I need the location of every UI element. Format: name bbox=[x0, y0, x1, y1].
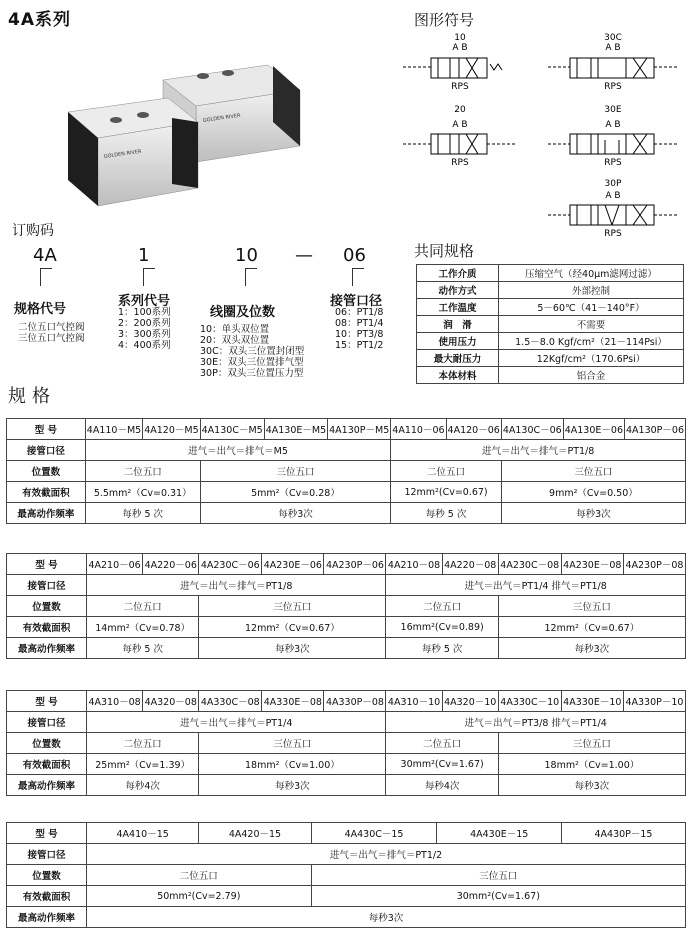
table-cell: 最高动作频率 bbox=[7, 907, 87, 928]
table-cell: 二位五口 bbox=[391, 461, 502, 482]
table-cell: 每秒3次 bbox=[199, 638, 386, 659]
symbol-ports: A B bbox=[605, 191, 621, 201]
group-list-coil: 10：单头双位置 20：双头双位置 30C：双头三位置封闭型 30E：双头三位置排气型 30P：双头三位置压力型 bbox=[200, 324, 305, 379]
table-cell: 进气＝出气＝排气＝PT1/4 bbox=[87, 712, 386, 733]
spec-table-300 bbox=[6, 690, 686, 796]
table-cell: 4A230E－06 bbox=[262, 554, 324, 575]
table-cell: 有效截面积 bbox=[7, 617, 87, 638]
symbol-code: 30E bbox=[604, 105, 622, 115]
table-cell: 50mm²(Cv=2.79) bbox=[87, 886, 312, 907]
table-cell: 12mm²（Cv=0.67） bbox=[498, 617, 685, 638]
table-cell: 进气＝出气＝PT1/4 排气＝PT1/8 bbox=[386, 575, 686, 596]
table-cell: 接管口径 bbox=[7, 844, 87, 865]
table-cell: 润 滑 bbox=[417, 316, 499, 333]
table-cell: 工作介质 bbox=[417, 265, 499, 282]
valve-symbols bbox=[398, 30, 688, 245]
table-cell: 最高动作频率 bbox=[7, 503, 86, 524]
table-cell: 18mm²（Cv=1.00） bbox=[199, 754, 386, 775]
table-cell: 每秒 5 次 bbox=[87, 638, 199, 659]
table-row bbox=[7, 733, 686, 754]
table-cell: 4A220－06 bbox=[143, 554, 199, 575]
table-cell: 4A120－06 bbox=[446, 419, 501, 440]
table-cell: 4A320－10 bbox=[442, 691, 498, 712]
table-row bbox=[7, 775, 686, 796]
symbol-rps: RPS bbox=[604, 158, 622, 168]
table-row bbox=[7, 596, 686, 617]
table-row bbox=[417, 265, 684, 282]
symbol-code: 30C bbox=[604, 33, 622, 43]
table-cell: 4A230C－08 bbox=[498, 554, 561, 575]
group-title-spec: 规格代号 bbox=[14, 302, 67, 317]
group-list-port: 06：PT1/8 08：PT1/4 10：PT3/8 15：PT1/2 bbox=[335, 307, 384, 351]
group-title-series: 系列代号 bbox=[118, 294, 171, 309]
table-cell: 动作方式 bbox=[417, 282, 499, 299]
symbol-ports: A B bbox=[605, 43, 621, 53]
table-cell: 二位五口 bbox=[386, 596, 498, 617]
table-cell: 16mm²(Cv=0.89) bbox=[386, 617, 498, 638]
symbol-rps: RPS bbox=[451, 82, 469, 92]
table-cell: 使用压力 bbox=[417, 333, 499, 350]
table-cell: 二位五口 bbox=[85, 461, 200, 482]
symbol-ports: A B bbox=[452, 120, 468, 130]
table-cell: 4A210－06 bbox=[87, 554, 143, 575]
table-cell: 4A420－15 bbox=[199, 823, 311, 844]
table-row bbox=[7, 482, 686, 503]
order-code-coil: 10 bbox=[235, 245, 258, 266]
table-cell: 不需要 bbox=[499, 316, 684, 333]
table-cell: 三位五口 bbox=[199, 733, 386, 754]
table-cell: 二位五口 bbox=[87, 596, 199, 617]
order-code-spec: 4A bbox=[33, 245, 57, 266]
table-row bbox=[7, 844, 686, 865]
table-cell: 4A310－10 bbox=[386, 691, 442, 712]
table-cell: 二位五口 bbox=[386, 733, 498, 754]
table-cell: 4A230C－06 bbox=[199, 554, 262, 575]
table-cell: 18mm²（Cv=1.00） bbox=[498, 754, 685, 775]
group-title-coil: 线圈及位数 bbox=[210, 305, 276, 320]
table-cell: 4A230P－08 bbox=[623, 554, 685, 575]
table-row bbox=[417, 333, 684, 350]
table-cell: 4A230P－06 bbox=[324, 554, 386, 575]
table-cell: 每秒 5 次 bbox=[85, 503, 200, 524]
table-row bbox=[417, 350, 684, 367]
table-cell: 最高动作频率 bbox=[7, 638, 87, 659]
table-cell: 30mm²(Cv=1.67) bbox=[311, 886, 685, 907]
table-cell: 4A330E－10 bbox=[561, 691, 623, 712]
table-cell: 1.5－8.0 Kgf/cm²（21－114Psi） bbox=[499, 333, 684, 350]
order-code-port: 06 bbox=[343, 245, 366, 266]
table-cell: 4A220－08 bbox=[442, 554, 498, 575]
table-cell: 型 号 bbox=[7, 554, 87, 575]
spec-table-100 bbox=[6, 418, 686, 524]
table-cell: 有效截面积 bbox=[7, 754, 87, 775]
table-cell: 接管口径 bbox=[7, 440, 86, 461]
table-cell: 4A130C－06 bbox=[501, 419, 563, 440]
table-cell: 4A330C－10 bbox=[498, 691, 561, 712]
table-cell: 进气＝出气＝排气＝PT1/8 bbox=[87, 575, 386, 596]
table-row bbox=[7, 865, 686, 886]
table-cell: 4A130E－06 bbox=[563, 419, 624, 440]
table-cell: 每秒 5 次 bbox=[391, 503, 502, 524]
table-cell: 每秒 5 次 bbox=[386, 638, 498, 659]
table-row bbox=[7, 461, 686, 482]
table-cell: 4A430E－15 bbox=[437, 823, 562, 844]
table-cell: 三位五口 bbox=[199, 596, 386, 617]
table-cell: 位置数 bbox=[7, 733, 87, 754]
spec-heading: 规格 bbox=[8, 386, 56, 407]
table-cell: 4A130C－M5 bbox=[200, 419, 264, 440]
table-cell: 位置数 bbox=[7, 865, 87, 886]
table-row bbox=[7, 691, 686, 712]
order-title: 订购码 bbox=[12, 223, 54, 239]
spec-table-200 bbox=[6, 553, 686, 659]
table-row bbox=[7, 503, 686, 524]
table-cell: 9mm²（Cv=0.50） bbox=[501, 482, 685, 503]
table-cell: 接管口径 bbox=[7, 575, 87, 596]
table-cell: 4A330P－10 bbox=[623, 691, 685, 712]
symbol-rps: RPS bbox=[451, 158, 469, 168]
table-cell: 位置数 bbox=[7, 461, 86, 482]
table-cell: 30mm²(Cv=1.67) bbox=[386, 754, 498, 775]
bracket bbox=[40, 268, 52, 286]
group-list-spec: 二位五口气控阀 三位五口气控阀 bbox=[18, 322, 85, 344]
table-row bbox=[7, 886, 686, 907]
group-title-port: 接管口径 bbox=[330, 294, 383, 309]
symbol-code: 10 bbox=[454, 33, 466, 43]
table-cell: 4A430P－15 bbox=[561, 823, 685, 844]
table-cell: 12Kgf/cm²（170.6Psi） bbox=[499, 350, 684, 367]
table-cell: 4A230E－08 bbox=[561, 554, 623, 575]
table-cell: 铝合金 bbox=[499, 367, 684, 384]
table-row bbox=[7, 823, 686, 844]
table-cell: 4A330E－08 bbox=[262, 691, 324, 712]
table-cell: 型 号 bbox=[7, 823, 87, 844]
table-cell: 压缩空气（经40μm滤网过滤） bbox=[499, 265, 684, 282]
table-row bbox=[7, 440, 686, 461]
symbol-rps: RPS bbox=[604, 82, 622, 92]
table-cell: 外部控制 bbox=[499, 282, 684, 299]
table-cell: 二位五口 bbox=[87, 865, 312, 886]
symbol-rps: RPS bbox=[604, 229, 622, 239]
table-cell: 进气＝出气＝PT3/8 排气＝PT1/4 bbox=[386, 712, 686, 733]
table-cell: 25mm²（Cv=1.39） bbox=[87, 754, 199, 775]
table-row bbox=[417, 367, 684, 384]
table-cell: 进气＝出气＝排气＝M5 bbox=[85, 440, 390, 461]
table-row bbox=[7, 575, 686, 596]
common-spec-table bbox=[416, 264, 684, 384]
table-cell: 每秒3次 bbox=[498, 775, 685, 796]
product-photo bbox=[68, 60, 328, 210]
table-row bbox=[417, 282, 684, 299]
table-cell: 接管口径 bbox=[7, 712, 87, 733]
table-cell: 每秒3次 bbox=[501, 503, 685, 524]
order-code-series: 1 bbox=[138, 245, 150, 266]
photo-brand: GOLDEN RIVER bbox=[202, 112, 241, 124]
table-cell: 4A310－08 bbox=[87, 691, 143, 712]
order-code-dash: — bbox=[295, 245, 313, 266]
table-cell: 每秒3次 bbox=[200, 503, 391, 524]
bracket bbox=[143, 268, 155, 286]
table-cell: 4A330P－08 bbox=[324, 691, 386, 712]
table-cell: 有效截面积 bbox=[7, 886, 87, 907]
table-cell: 4A110－M5 bbox=[85, 419, 142, 440]
table-cell: 4A130P－06 bbox=[625, 419, 686, 440]
table-cell: 三位五口 bbox=[200, 461, 391, 482]
common-title: 共同规格 bbox=[414, 242, 475, 260]
table-cell: 位置数 bbox=[7, 596, 87, 617]
group-list-series: 1：100系列 2：200系列 3：300系列 4：400系列 bbox=[118, 307, 171, 351]
table-row bbox=[7, 554, 686, 575]
table-cell: 5－60℃（41－140°F） bbox=[499, 299, 684, 316]
page-title: 4A系列 bbox=[8, 10, 71, 30]
table-cell: 本体材料 bbox=[417, 367, 499, 384]
table-cell: 二位五口 bbox=[87, 733, 199, 754]
table-row bbox=[7, 712, 686, 733]
table-cell: 最大耐压力 bbox=[417, 350, 499, 367]
table-cell: 最高动作频率 bbox=[7, 775, 87, 796]
table-cell: 型 号 bbox=[7, 419, 86, 440]
table-cell: 4A110－06 bbox=[391, 419, 446, 440]
table-cell: 4A210－08 bbox=[386, 554, 442, 575]
table-cell: 三位五口 bbox=[498, 733, 685, 754]
table-cell: 每秒4次 bbox=[87, 775, 199, 796]
table-cell: 12mm²（Cv=0.67） bbox=[199, 617, 386, 638]
table-row bbox=[7, 638, 686, 659]
table-cell: 每秒3次 bbox=[498, 638, 685, 659]
table-cell: 每秒4次 bbox=[386, 775, 498, 796]
table-cell: 14mm²（Cv=0.78） bbox=[87, 617, 199, 638]
table-cell: 型 号 bbox=[7, 691, 87, 712]
table-cell: 三位五口 bbox=[501, 461, 685, 482]
table-cell: 5mm²（Cv=0.28） bbox=[200, 482, 391, 503]
table-cell: 有效截面积 bbox=[7, 482, 86, 503]
table-cell: 12mm²(Cv=0.67) bbox=[391, 482, 502, 503]
symbol-ports: A B bbox=[452, 43, 468, 53]
symbols-title: 图形符号 bbox=[414, 11, 475, 29]
symbol-code: 30P bbox=[604, 179, 622, 189]
table-row bbox=[7, 617, 686, 638]
table-cell: 4A320－08 bbox=[143, 691, 199, 712]
table-cell: 三位五口 bbox=[311, 865, 685, 886]
table-cell: 5.5mm²（Cv=0.31） bbox=[85, 482, 200, 503]
photo-brand: GOLDEN RIVER bbox=[103, 148, 142, 160]
table-cell: 进气＝出气＝排气＝PT1/8 bbox=[391, 440, 686, 461]
table-cell: 每秒3次 bbox=[87, 907, 686, 928]
table-cell: 每秒3次 bbox=[199, 775, 386, 796]
table-cell: 工作温度 bbox=[417, 299, 499, 316]
table-row bbox=[7, 754, 686, 775]
table-cell: 进气＝出气＝排气＝PT1/2 bbox=[87, 844, 686, 865]
table-cell: 4A330C－08 bbox=[199, 691, 262, 712]
table-row bbox=[7, 419, 686, 440]
table-row bbox=[7, 907, 686, 928]
bracket bbox=[245, 268, 257, 286]
table-cell: 三位五口 bbox=[498, 596, 685, 617]
table-cell: 4A410－15 bbox=[87, 823, 199, 844]
bracket bbox=[352, 268, 364, 286]
table-cell: 4A130P－M5 bbox=[328, 419, 391, 440]
table-row bbox=[417, 299, 684, 316]
table-row bbox=[417, 316, 684, 333]
symbol-code: 20 bbox=[454, 105, 466, 115]
table-cell: 4A130E－M5 bbox=[264, 419, 327, 440]
symbol-ports: A B bbox=[605, 120, 621, 130]
spec-table-400 bbox=[6, 822, 686, 928]
table-cell: 4A430C－15 bbox=[311, 823, 437, 844]
table-cell: 4A120－M5 bbox=[143, 419, 200, 440]
